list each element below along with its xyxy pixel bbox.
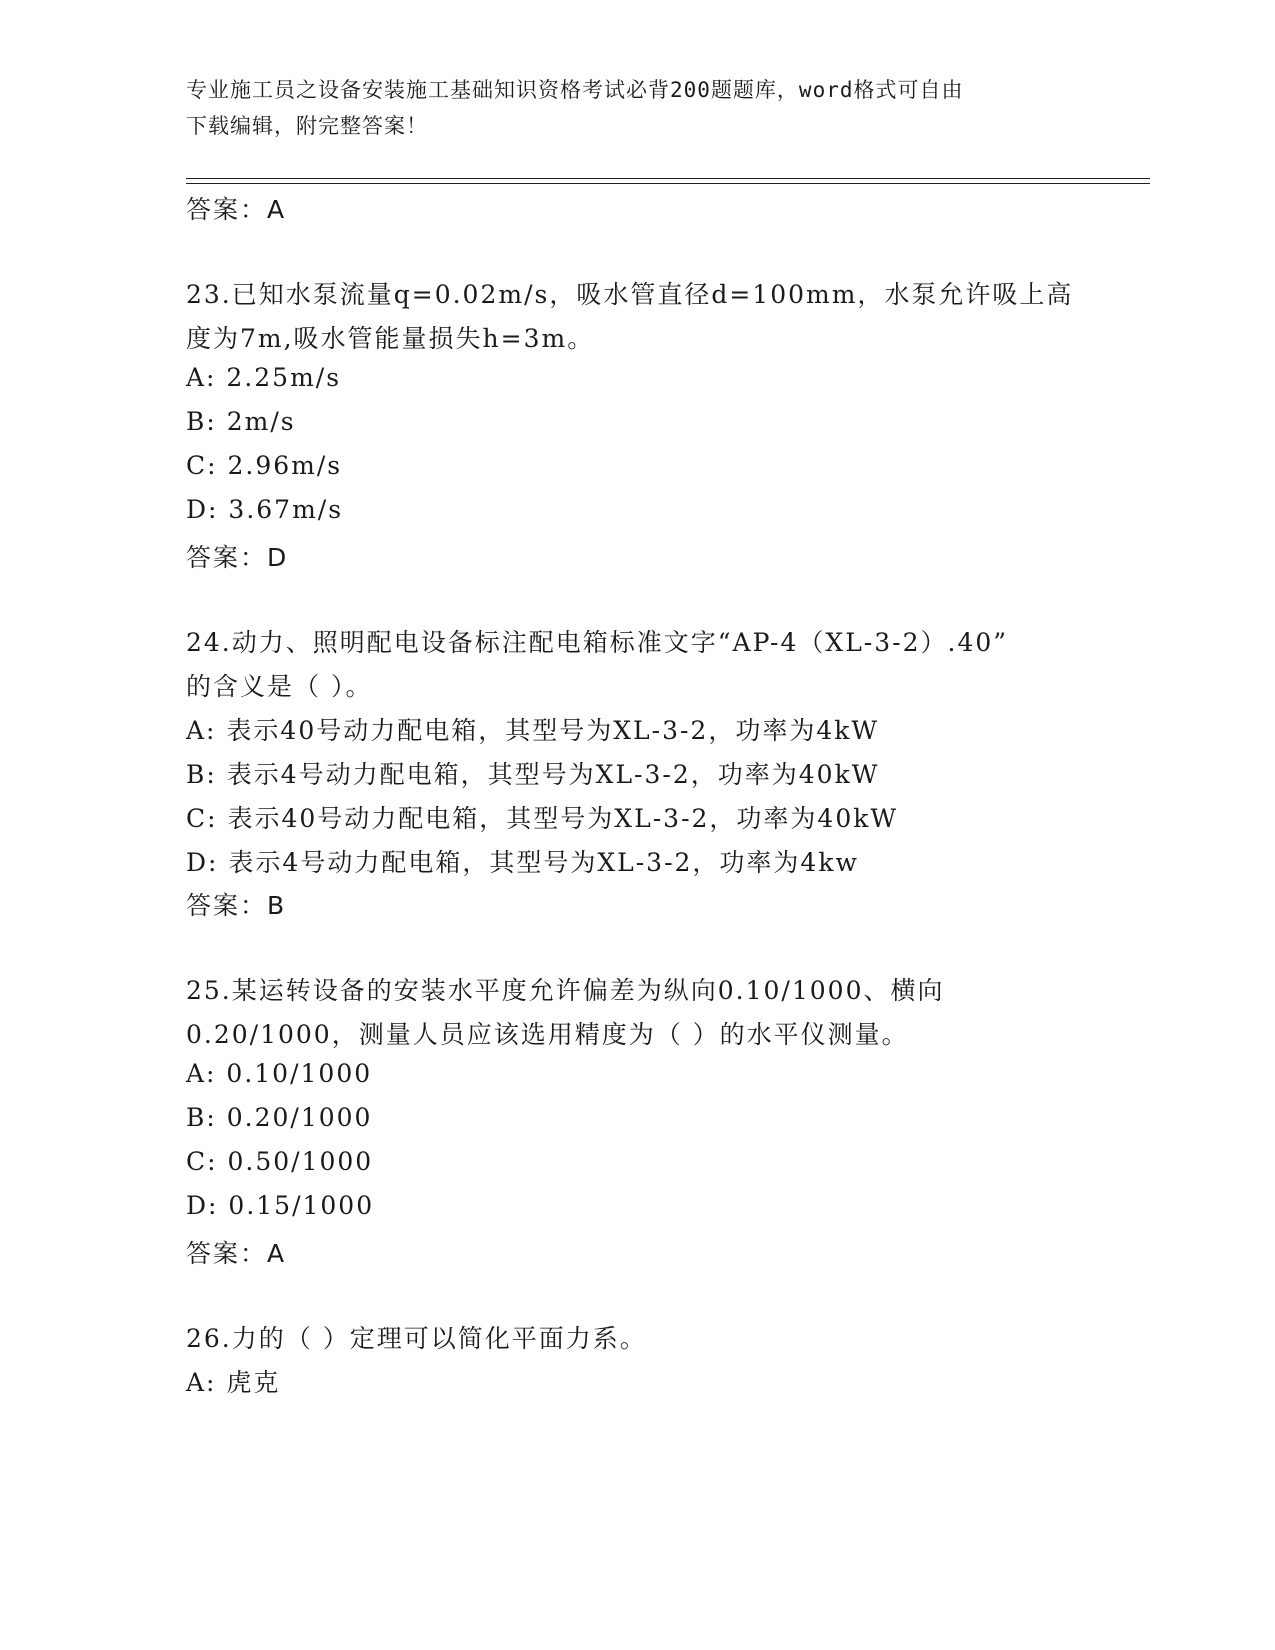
header-divider-bottom [186,183,1150,184]
question-25-option-c: C: 0.50/1000 [186,1147,374,1176]
question-24-option-a: A: 表示40号动力配电箱，其型号为XL-3-2，功率为4kW [186,716,880,745]
question-25-line-2: 0.20/1000，测量人员应该选用精度为（ ）的水平仪测量。 [186,1020,909,1049]
question-24-option-d: D: 表示4号动力配电箱，其型号为XL-3-2，功率为4kw [186,848,859,877]
question-26-option-a: A: 虎克 [186,1368,281,1397]
question-23-line-1: 23.已知水泵流量q=0.02m/s，吸水管直径d=100mm，水泵允许吸上高 [186,280,1074,309]
question-24-line-1: 24.动力、照明配电设备标注配电箱标准文字“AP-4（XL-3-2）.40” [186,628,1009,657]
document-header [186,72,1066,144]
question-25-option-b: B: 0.20/1000 [186,1103,373,1132]
header-divider-top [186,178,1150,179]
question-26-line-1: 26.力的（ ）定理可以简化平面力系。 [186,1324,647,1353]
question-23-line-2: 度为7m,吸水管能量损失h=3m。 [186,324,595,353]
question-24-option-b: B: 表示4号动力配电箱，其型号为XL-3-2，功率为40kW [186,760,880,789]
question-25-option-d: D: 0.15/1000 [186,1191,375,1220]
question-24-answer: 答案：B [186,891,287,920]
header-line-1: 专业施工员之设备安装施工基础知识资格考试必背200题题库，word格式可自由 [186,78,964,102]
question-25-option-a: A: 0.10/1000 [186,1059,373,1088]
question-23-option-c: C: 2.96m/s [186,451,343,480]
question-23-option-a: A: 2.25m/s [186,363,342,392]
question-23-option-d: D: 3.67m/s [186,495,344,524]
answer-line: 答案：A [186,195,287,224]
question-24-line-2: 的含义是（ ）。 [186,672,373,701]
header-line-2: 下载编辑，附完整答案！ [186,114,428,138]
question-25-line-1: 25.某运转设备的安装水平度允许偏差为纵向0.10/1000、横向 [186,976,945,1005]
question-23-answer: 答案：D [186,543,289,572]
question-23-option-b: B: 2m/s [186,407,296,436]
question-25-answer: 答案：A [186,1239,287,1268]
question-24-option-c: C: 表示40号动力配电箱，其型号为XL-3-2，功率为40kW [186,804,899,833]
